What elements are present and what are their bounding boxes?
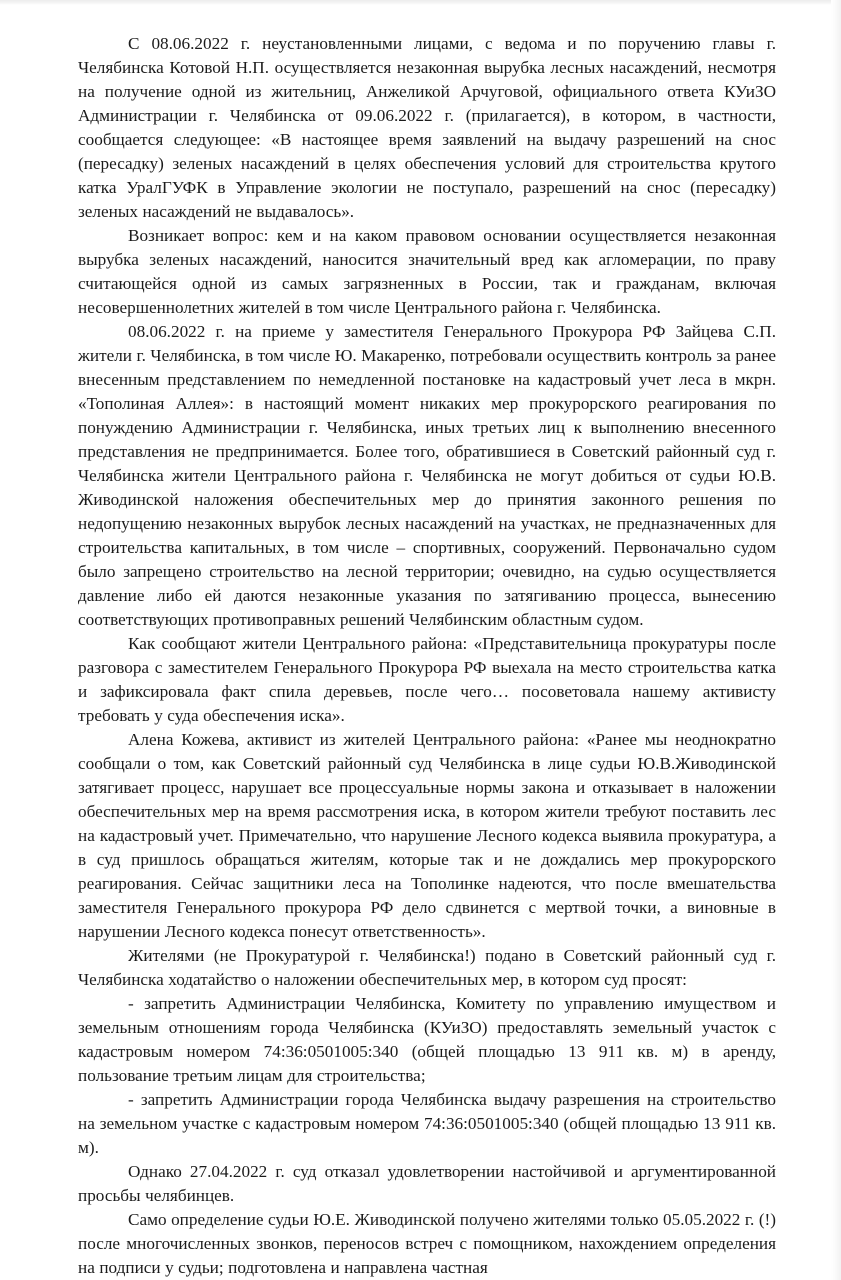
paragraph: Само определение судьи Ю.Е. Живодинской получено жителями только 05.05.2022 г. (!) после многочисленных звонков, переносов встреч с помощником, нахождением определения на подписи у судьи; подготовлена и направлена частная (78, 1210, 776, 1277)
paragraph: С 08.06.2022 г. неустановленными лицами, с ведома и по поручению главы г. Челябинска Котовой Н.П. осуществляется незаконная вырубка лесных насаждений, несмотря на получение одной из жительниц, Анжеликой Арчуговой, официального ответа КУиЗО Администрации г. Челябинска от 09.06.2022 г. (прилагается), в котором, в частности, сообщается следующее: «В настоящее время заявлений на выдачу разрешений на снос (пересадку) зеленых насаждений в целях обеспечения условий для строительства крутого катка УралГУФК в Управление экологии не поступало, разрешений на снос (пересадку) зеленых насаждений не выдавалось». (78, 34, 776, 221)
paragraph: Однако 27.04.2022 г. суд отказал удовлетворении настойчивой и аргументированной просьбы челябинцев. (78, 1162, 776, 1205)
paragraph: Алена Кожева, активист из жителей Центрального района: «Ранее мы неоднократно сообщали о том, как Советский районный суд Челябинска в лице судьи Ю.В.Живодинской затягивает процесс, нарушает все процессуальные нормы закона и отказывает в наложении обеспечительных мер на время рассмотрения иска, в котором жители требуют поставить лес на кадастровый учет. Примечательно, что нарушение Лесного кодекса выявила прокуратура, а в суд пришлось обращаться жителям, которые так и не дождались мер прокурорского реагирования. Сейчас защитники леса на Тополинке надеются, что после вмешательства заместителя Генерального прокурора РФ дело сдвинется с мертвой точки, а виновные в нарушении Лесного кодекса понесут ответственность». (78, 730, 776, 941)
paragraph: Возникает вопрос: кем и на каком правовом основании осуществляется незаконная вырубка зеленых насаждений, наносится значительный вред как агломерации, по праву считающейся одной из самых загрязненных в России, так и гражданам, включая несовершеннолетних жителей в том числе Центрального района г. Челябинска. (78, 226, 776, 317)
paragraph: - запретить Администрации Челябинска, Комитету по управлению имуществом и земельным отношениям города Челябинска (КУиЗО) предоставлять земельный участок с кадастровым номером 74:36:0501005:340 (общей площадью 13 911 кв. м) в аренду, пользование третьим лицам для строительства; (78, 994, 776, 1085)
paragraph: - запретить Администрации города Челябинска выдачу разрешения на строительство на земельном участке с кадастровым номером 74:36:0501005:340 (общей площадью 13 911 кв. м). (78, 1090, 776, 1157)
document-text-body (78, 32, 776, 1280)
paragraph: 08.06.2022 г. на приеме у заместителя Генерального Прокурора РФ Зайцева С.П. жители г. Челябинска, в том числе Ю. Макаренко, потребовали осуществить контроль за ранее внесенным представлением по немедленной постановке на кадастровый учет леса в мкрн. «Тополиная Аллея»: в настоящий момент никаких мер прокурорского реагирования по понуждению Администрации г. Челябинска, иных третьих лиц к выполнению внесенного представления не предпринимается. Более того, обратившиеся в Советский районный суд г. Челябинска жители Центрального района г. Челябинска не могут добиться от судьи Ю.В. Живодинской наложения обеспечительных мер до принятия законного решения по недопущению незаконных вырубок лесных насаждений на участках, не предназначенных для строительства капитальных, в том числе – спортивных, сооружений. Первоначально судом было запрещено строительство на лесной территории; очевидно, на судью осуществляется давление либо ей даются незаконные указания по затягиванию процесса, вынесению соответствующих противоправных решений Челябинским областным судом. (78, 322, 776, 629)
paragraph: Как сообщают жители Центрального района: «Представительница прокуратуры после разговора с заместителем Генерального Прокурора РФ выехала на место строительства катка и зафиксировала факт спила деревьев, после чего… посоветовала нашему активисту требовать у суда обеспечения иска». (78, 634, 776, 725)
paragraph: Жителями (не Прокуратурой г. Челябинска!) подано в Советский районный суд г. Челябинска ходатайство о наложении обеспечительных мер, в котором суд просят: (78, 946, 776, 989)
scan-top-edge-artifact (0, 0, 841, 5)
scan-right-edge-artifact (831, 0, 841, 1280)
